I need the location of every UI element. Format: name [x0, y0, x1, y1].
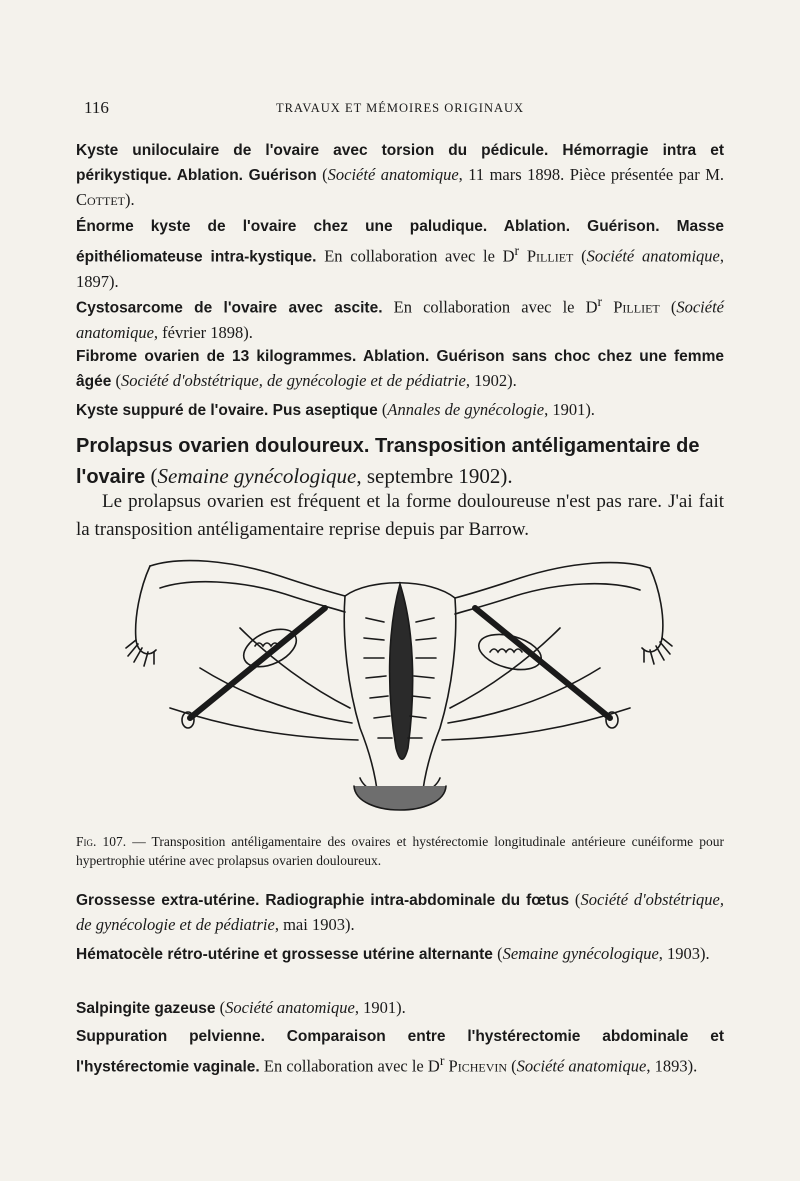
figure-caption: Fig. 107. — Transposition antéligamentaire des ovaires et hystérectomie longitudinale antérieure cunéiforme pour hypertrophie utérine avec prolapsus ovarien douloureux.	[76, 834, 724, 868]
bibliography-entry: Suppuration pelvienne. Comparaison entre l'hystérectomie abdominale et l'hystérectomie vaginale. En collaboration avec le $D^r$ Pichevin (Société anatomique, 1893).	[76, 1028, 724, 1076]
section-heading: Prolapsus ovarien douloureux. Transposition antéligamentaire de l'ovaire (Semaine gynécologique, septembre 1902).	[76, 435, 700, 488]
bibliography-entry: Énorme kyste de l'ovaire chez une paludique. Ablation. Guérison. Masse épithéliomateuse intra-kystique. En collaboration avec le $D^r$ Pilliet (Société anatomique, 1897).	[76, 218, 724, 291]
entry-title: Suppuration pelvienne. Comparaison entre l'hystérectomie abdominale et l'hystérectomie vaginale.	[76, 1028, 724, 1076]
entry-journal: Société d'obstétrique, de gynécologie et de pédiatrie	[120, 371, 466, 390]
entry-title: Cystosarcome de l'ovaire avec ascite.	[76, 299, 383, 317]
entry-title: Kyste uniloculaire de l'ovaire avec torsion du pédicule. Hémorragie intra et périkystique. Ablation. Guérison	[76, 142, 724, 184]
anatomical-illustration	[120, 548, 680, 828]
entry-journal: Société anatomique	[76, 297, 724, 342]
entry-title: Kyste suppuré de l'ovaire. Pus aseptique	[76, 402, 378, 419]
bibliography-entry: Kyste suppuré de l'ovaire. Pus aseptique (Annales de gynécologie, 1901).	[76, 400, 595, 419]
page-number: 116	[84, 98, 109, 117]
entry-title: Hématocèle rétro-utérine et grossesse utérine alternante	[76, 946, 493, 963]
section-title: Prolapsus ovarien douloureux. Transposition antéligamentaire de l'ovaire	[76, 435, 700, 488]
figure-label: Fig. 107.	[76, 834, 127, 849]
bibliography-entry: Cystosarcome de l'ovaire avec ascite. En collaboration avec le $D^r$ Pilliet (Société anatomique, février 1898).	[76, 294, 724, 342]
entry-title: Fibrome ovarien de 13 kilogrammes. Ablation. Guérison sans choc chez une femme âgée	[76, 348, 724, 390]
entry-journal: Société anatomique	[516, 1056, 647, 1076]
bibliography-entry: Grossesse extra-utérine. Radiographie intra-abdominale du fœtus (Société d'obstétrique, de gynécologie et de pédiatrie, mai 1903).	[76, 890, 724, 934]
bibliography-entry: Hématocèle rétro-utérine et grossesse utérine alternante (Semaine gynécologique, 1903).	[76, 944, 710, 963]
entry-journal: Semaine gynécologique	[502, 944, 659, 963]
entry-journal: Annales de gynécologie	[387, 400, 545, 419]
entry-journal: Société anatomique	[586, 246, 720, 266]
entry-journal: Société anatomique	[225, 998, 355, 1017]
entry-author: Pilliet	[519, 246, 574, 266]
body-paragraph: Le prolapsus ovarien est fréquent et la forme douloureuse n'est pas rare. J'ai fait la transposition antéligamentaire reprise depuis par Barrow.	[76, 491, 724, 540]
entry-title: Salpingite gazeuse	[76, 1000, 216, 1017]
entry-author: Pichevin	[444, 1056, 508, 1076]
running-title: TRAVAUX ET MÉMOIRES ORIGINAUX	[275, 101, 525, 115]
entry-title: Grossesse extra-utérine. Radiographie intra-abdominale du fœtus	[76, 892, 570, 909]
bibliography-entry: Kyste uniloculaire de l'ovaire avec torsion du pédicule. Hémorragie intra et périkystique. Ablation. Guérison (Société anatomique, 11 mars 1898. Pièce présentée par M. Cottet).	[76, 142, 724, 209]
entry-title: Énorme kyste de l'ovaire chez une paludique. Ablation. Guérison. Masse épithéliomateuse intra-kystique.	[76, 218, 724, 266]
entry-journal: Société anatomique	[327, 165, 459, 184]
entry-author: Pilliet	[602, 297, 660, 317]
section-journal: Semaine gynécologique	[157, 464, 357, 488]
entry-journal: Société d'obstétrique, de gynécologie et de pédiatrie	[76, 890, 724, 934]
bibliography-entry: Fibrome ovarien de 13 kilogrammes. Ablation. Guérison sans choc chez une femme âgée (Société d'obstétrique, de gynécologie et de pédiatrie, 1902).	[76, 348, 724, 390]
entry-author: Cottet	[76, 190, 125, 209]
bibliography-entry: Salpingite gazeuse (Société anatomique, 1901).	[76, 998, 406, 1017]
